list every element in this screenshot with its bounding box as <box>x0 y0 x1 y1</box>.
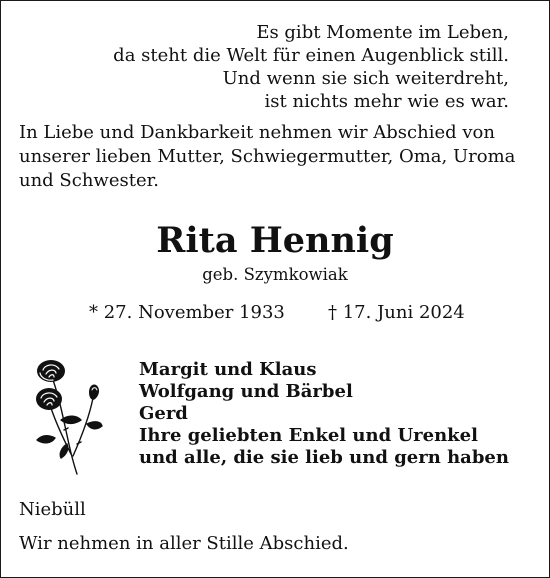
poem-line: da steht die Welt für einen Augenblick still. <box>113 45 509 66</box>
intro-text: In Liebe und Dankbarkeit nehmen wir Abschied von unserer lieben Mutter, Schwiegermutter, Oma, Uroma und Schwester. <box>19 122 516 191</box>
deceased-name: Rita Hennig <box>156 220 394 261</box>
birth-date: * 27. November 1933 <box>89 302 285 323</box>
mourner-line: Margit und Klaus <box>139 359 317 380</box>
poem-line: Und wenn sie sich weiterdreht, <box>222 68 509 89</box>
place-name: Niebüll <box>19 499 86 520</box>
rose-icon <box>31 358 103 476</box>
poem-line: Es gibt Momente im Leben, <box>256 22 509 43</box>
mourner-line: Gerd <box>139 403 188 424</box>
mourner-line: und alle, die sie lieb und gern haben <box>139 447 509 468</box>
mourners-list <box>139 359 509 469</box>
mourner-line: Wolfgang und Bärbel <box>139 381 353 402</box>
closing-text: Wir nehmen in aller Stille Abschied. <box>19 533 349 554</box>
maiden-name: geb. Szymkowiak <box>202 265 348 284</box>
poem <box>113 21 509 113</box>
mourner-line: Ihre geliebten Enkel und Urenkel <box>139 425 478 446</box>
poem-line: ist nichts mehr wie es war. <box>264 91 509 112</box>
death-date: † 17. Juni 2024 <box>328 302 465 323</box>
